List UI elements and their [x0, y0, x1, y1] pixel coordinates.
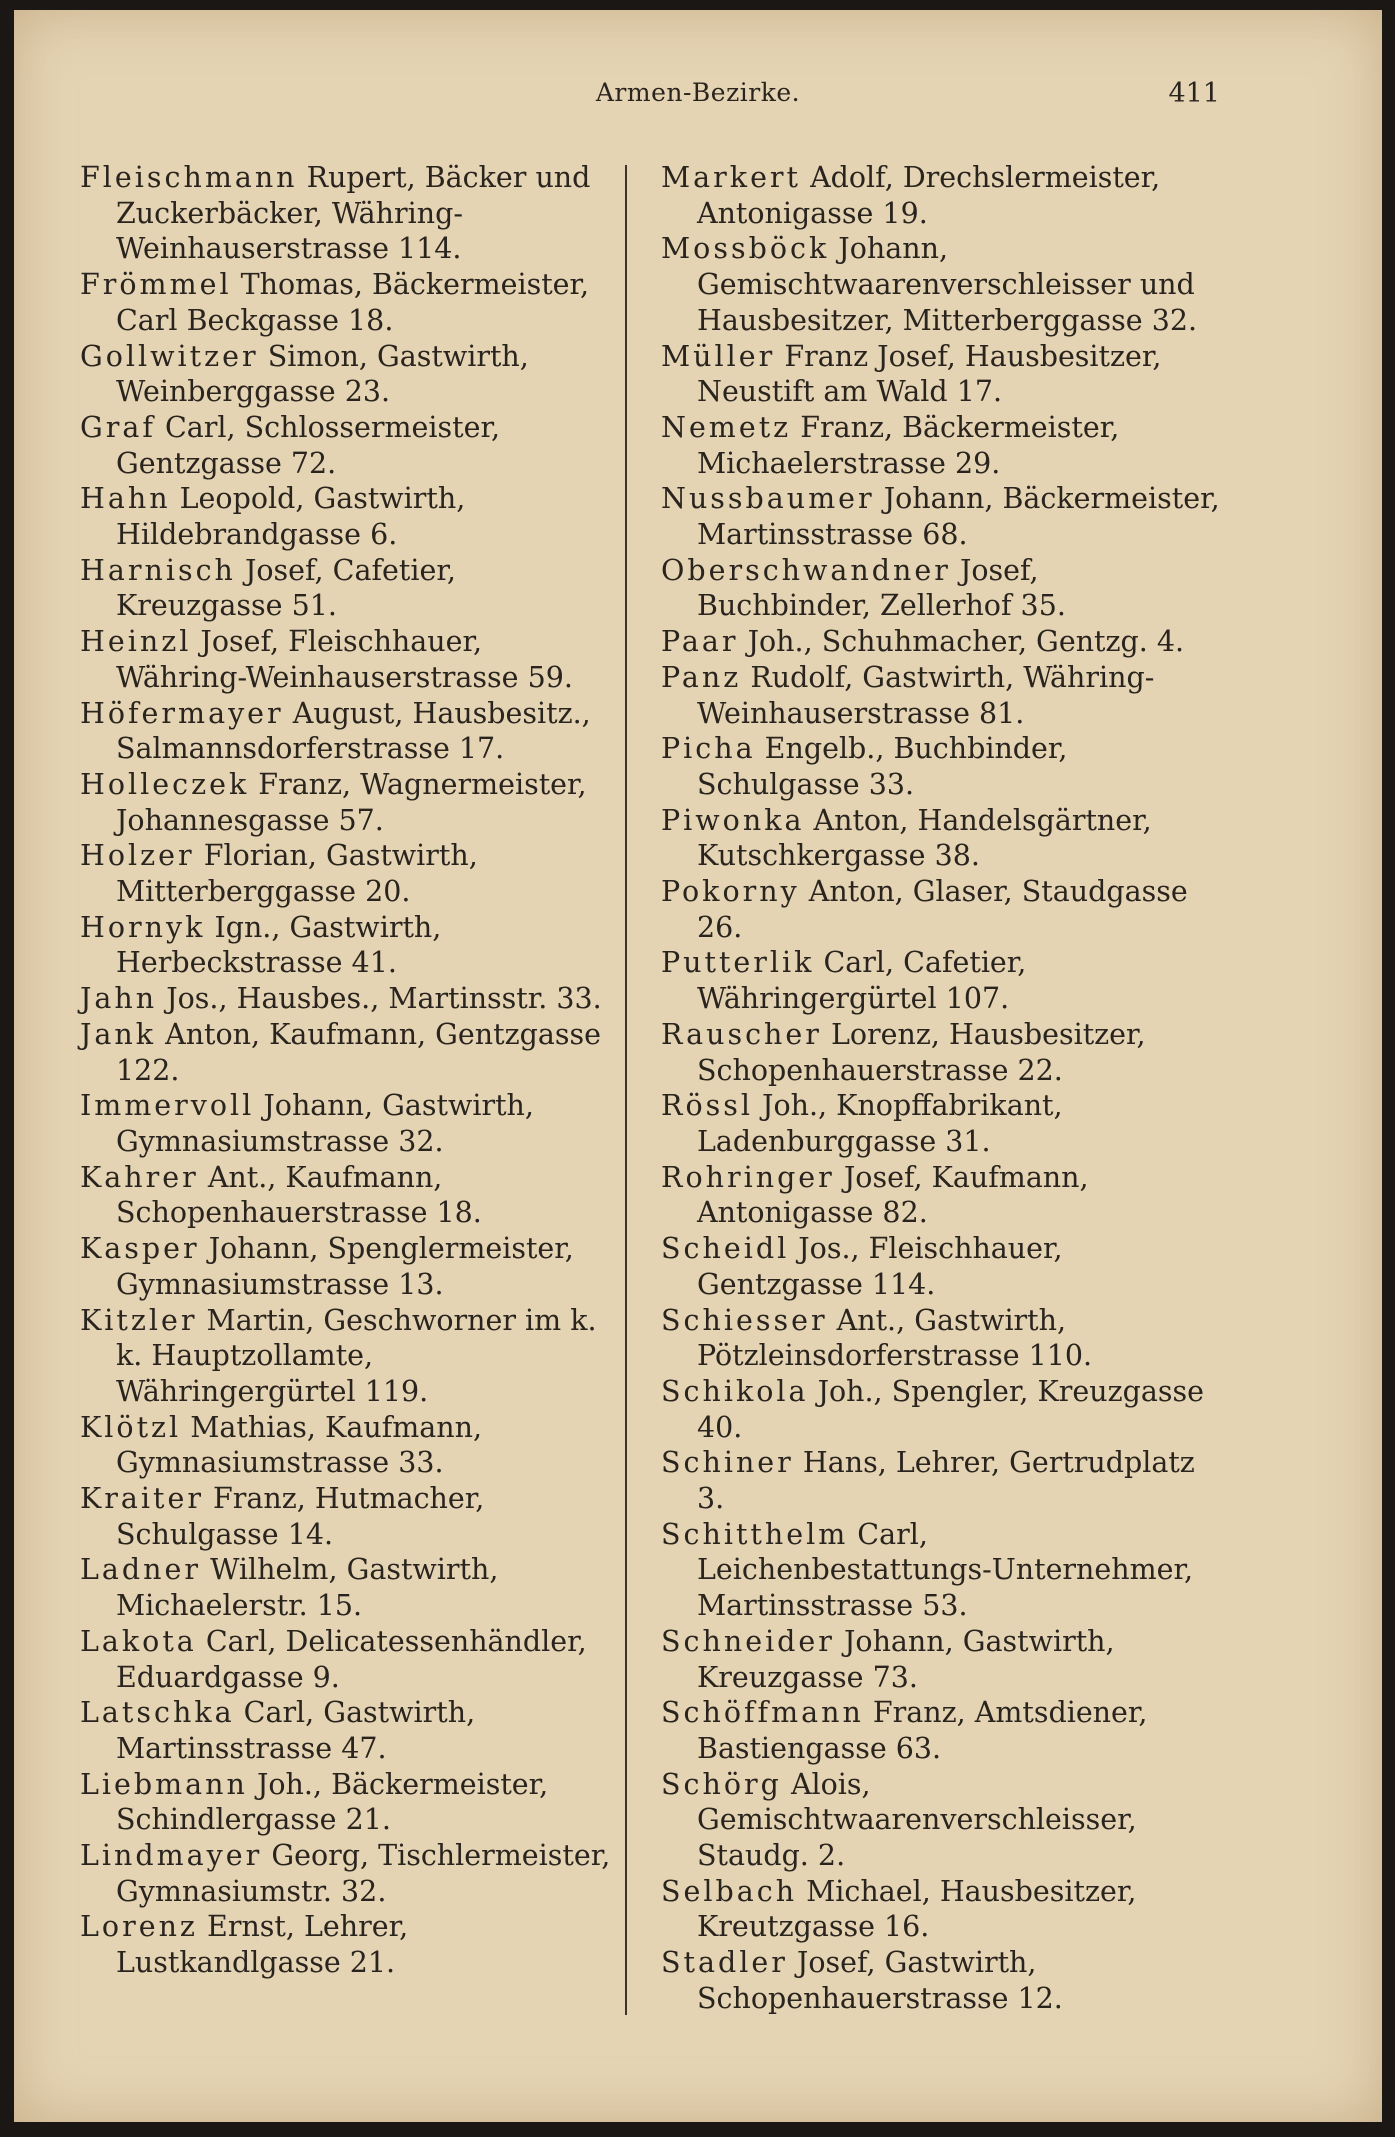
directory-entry [661, 660, 1221, 731]
page [14, 10, 1382, 2122]
directory-entry [661, 1517, 1221, 1624]
entry-surname: Schikola [661, 1374, 809, 1408]
entry-surname: Harnisch [80, 553, 236, 587]
entry-surname: Fleischmann [80, 161, 298, 194]
entry-surname: Schneider [661, 1624, 835, 1658]
directory-entry [80, 1410, 620, 1481]
page-header [14, 78, 1382, 118]
directory-entry [80, 767, 620, 838]
entry-surname: Höfermayer [80, 696, 284, 730]
entry-surname: Latschka [80, 1696, 235, 1730]
entry-details: Mathias, Kaufmann, Gymnasiumstrasse 33. [116, 1410, 483, 1480]
entry-surname: Selbach [661, 1874, 798, 1908]
entry-surname: Stadler [661, 1946, 788, 1980]
entry-surname: Frömmel [80, 268, 232, 302]
directory-entry [661, 624, 1221, 660]
directory-entry [80, 1838, 620, 1909]
entry-details: Carl, Gastwirth, Martinsstrasse 47. [116, 1696, 476, 1765]
directory-entry [661, 410, 1221, 481]
entry-surname: Rauscher [661, 1017, 822, 1051]
directory-entry [661, 1624, 1221, 1695]
entry-details: Ign., Gastwirth, Herbeckstrasse 41. [116, 910, 442, 980]
entry-surname: Markert [661, 161, 802, 194]
entry-surname: Putterlik [661, 946, 815, 980]
entry-details: Georg, Tischlermeister, Gymnasiumstr. 32. [116, 1839, 611, 1908]
entry-surname: Paar [661, 625, 739, 659]
directory-entry [80, 160, 620, 267]
entry-surname: Jank [80, 1017, 157, 1051]
directory-entry [80, 1231, 620, 1302]
entry-details: Joh., Bäckermeister, Schindlergasse 21. [116, 1767, 549, 1837]
directory-entry [80, 1160, 620, 1231]
entry-details: Anton, Glaser, Staudgasse 26. [697, 875, 1188, 944]
directory-entry [80, 267, 620, 338]
entry-surname: Ladner [80, 1553, 202, 1587]
entry-surname: Heinzl [80, 625, 192, 659]
entry-details: Carl, Leichenbestattungs-Unternehmer, Martinsstrasse 53. [697, 1517, 1194, 1623]
directory-entry [661, 874, 1221, 945]
directory-entry [661, 1945, 1221, 2016]
entry-surname: Kahrer [80, 1160, 199, 1194]
directory-entry [661, 160, 1221, 231]
directory-entry [80, 981, 620, 1017]
directory-entry [661, 945, 1221, 1016]
entry-details: August, Hausbesitz., Salmannsdorferstrasse 17. [116, 696, 591, 766]
entry-details: Adolf, Drechslermeister, Antonigasse 19. [697, 161, 1161, 230]
directory-entry [80, 1909, 620, 1980]
entry-details: Thomas, Bäckermeister, Carl Beckgasse 18. [116, 268, 590, 337]
entry-details: Rupert, Bäcker und Zuckerbäcker, Währing-Weinhauserstrasse 114. [116, 161, 591, 266]
entry-details: Johann, Gastwirth, Kreuzgasse 73. [697, 1624, 1115, 1694]
directory-entry [661, 1160, 1221, 1231]
entry-surname: Nussbaumer [661, 482, 875, 516]
entry-surname: Kitzler [80, 1303, 198, 1337]
entry-surname: Schörg [661, 1767, 782, 1801]
entry-surname: Müller [661, 339, 776, 373]
directory-entry [80, 410, 620, 481]
entry-surname: Lorenz [80, 1910, 198, 1944]
entry-surname: Jahn [80, 982, 158, 1016]
directory-entry [80, 910, 620, 981]
entry-surname: Schitthelm [661, 1517, 849, 1551]
entry-details: Franz, Bäckermeister, Michaelerstrasse 29. [697, 410, 1120, 480]
entry-surname: Lindmayer [80, 1839, 263, 1873]
entry-details: Carl, Delicatessenhändler, Eduardgasse 9. [116, 1624, 587, 1694]
entry-surname: Picha [661, 732, 756, 766]
entry-surname: Rohringer [661, 1160, 835, 1194]
running-title: Armen-Bezirke. [595, 78, 801, 107]
entry-surname: Hornyk [80, 910, 206, 944]
entry-details: Josef, Fleischhauer, Währing-Weinhauserstrasse 59. [116, 625, 573, 694]
entry-details: Joh., Knopffabrikant, Ladenburggasse 31. [697, 1089, 1063, 1158]
entry-details: Anton, Kaufmann, Gentzgasse 122. [116, 1017, 601, 1087]
directory-entry [80, 1695, 620, 1766]
directory-entry [80, 1481, 620, 1552]
entry-details: Florian, Gastwirth, Mitterberggasse 20. [116, 839, 478, 909]
entry-surname: Klötzl [80, 1410, 182, 1444]
entry-surname: Schöffmann [661, 1696, 864, 1730]
entry-details: Alois, Gemischtwaarenverschleisser, Staudg. 2. [697, 1767, 1137, 1873]
entry-surname: Lakota [80, 1624, 197, 1658]
directory-entry [661, 1303, 1221, 1374]
page-number: 411 [1168, 78, 1220, 109]
directory-entry [661, 731, 1221, 802]
entry-details: Wilhelm, Gastwirth, Michaelerstr. 15. [116, 1553, 499, 1623]
entry-surname: Panz [661, 660, 742, 694]
left-column [80, 160, 620, 1981]
directory-entry [661, 803, 1221, 874]
directory-entry [80, 1017, 620, 1088]
directory-entry [80, 1303, 620, 1410]
directory-entry [80, 696, 620, 767]
directory-entry [661, 1231, 1221, 1302]
entry-surname: Holleczek [80, 767, 250, 801]
directory-entry [80, 339, 620, 410]
column-divider [625, 165, 627, 2015]
directory-entry [661, 1374, 1221, 1445]
directory-entry [661, 1088, 1221, 1159]
entry-details: Carl, Schlossermeister, Gentzgasse 72. [116, 410, 501, 480]
entry-surname: Scheidl [661, 1232, 790, 1266]
directory-entry [661, 231, 1221, 338]
entry-details: Johann, Spenglermeister, Gymnasiumstrasse 13. [116, 1232, 574, 1301]
entry-surname: Graf [80, 410, 156, 444]
entry-details: Josef, Cafetier, Kreuzgasse 51. [116, 553, 456, 623]
directory-entry [80, 1088, 620, 1159]
entry-surname: Holzer [80, 839, 195, 873]
entry-details: Jos., Fleischhauer, Gentzgasse 114. [697, 1232, 1063, 1301]
directory-entry [80, 1624, 620, 1695]
directory-entry [80, 481, 620, 552]
entry-surname: Rössl [661, 1089, 753, 1123]
entry-surname: Schiner [661, 1446, 794, 1480]
entry-details: Engelb., Buchbinder, Schulgasse 33. [697, 732, 1068, 801]
entry-details: Ant., Gastwirth, Pötzleinsdorferstrasse 110. [697, 1303, 1093, 1373]
entry-surname: Gollwitzer [80, 339, 259, 373]
entry-surname: Mossböck [661, 232, 830, 266]
entry-details: Josef, Kaufmann, Antonigasse 82. [697, 1160, 1089, 1230]
directory-entry [80, 838, 620, 909]
entry-surname: Kraiter [80, 1482, 204, 1516]
entry-details: Jos., Hausbes., Martinsstr. 33. [166, 982, 602, 1016]
entry-details: Leopold, Gastwirth, Hildebrandgasse 6. [116, 482, 466, 552]
entry-surname: Pokorny [661, 875, 800, 909]
entry-details: Joh., Schuhmacher, Gentzg. 4. [747, 625, 1185, 659]
entry-details: Carl, Cafetier, Währingergürtel 107. [697, 946, 1027, 1016]
entry-details: Franz Josef, Hausbesitzer, Neustift am Wald 17. [697, 339, 1162, 409]
directory-entry [661, 339, 1221, 410]
entry-details: Johann, Bäckermeister, Martinsstrasse 68. [697, 482, 1220, 552]
entry-surname: Liebmann [80, 1767, 248, 1801]
entry-details: Martin, Geschworner im k. k. Hauptzollamte, Währingergürtel 119. [116, 1303, 597, 1408]
entry-details: Franz, Wagnermeister, Johannesgasse 57. [116, 767, 587, 837]
directory-entry [661, 553, 1221, 624]
entry-details: Joh., Spengler, Kreuzgasse 40. [697, 1374, 1205, 1444]
entry-details: Franz, Amtsdiener, Bastiengasse 63. [697, 1696, 1148, 1765]
entry-details: Ernst, Lehrer, Lustkandlgasse 21. [116, 1910, 409, 1980]
directory-entry [661, 1695, 1221, 1766]
directory-entry [661, 1874, 1221, 1945]
entry-details: Simon, Gastwirth, Weinberggasse 23. [116, 339, 529, 409]
entry-details: Michael, Hausbesitzer, Kreutzgasse 16. [697, 1874, 1137, 1944]
right-column [661, 160, 1221, 2017]
entry-details: Josef, Buchbinder, Zellerhof 35. [697, 553, 1066, 623]
entry-details: Johann, Gastwirth, Gymnasiumstrasse 32. [116, 1089, 534, 1158]
directory-entry [80, 553, 620, 624]
entry-details: Rudolf, Gastwirth, Währing-Weinhauserstrasse 81. [697, 660, 1155, 730]
directory-entry [80, 1767, 620, 1838]
entry-surname: Schiesser [661, 1303, 828, 1337]
directory-entry [661, 1017, 1221, 1088]
entry-details: Hans, Lehrer, Gertrudplatz 3. [697, 1446, 1195, 1516]
entry-details: Johann, Gemischtwaarenverschleisser und Hausbesitzer, Mitterberggasse 32. [697, 232, 1198, 337]
entry-details: Franz, Hutmacher, Schulgasse 14. [116, 1482, 485, 1551]
entry-surname: Immervoll [80, 1089, 255, 1123]
entry-details: Lorenz, Hausbesitzer, Schopenhauerstrasse 22. [697, 1017, 1146, 1087]
directory-entry [661, 1767, 1221, 1874]
entry-details: Anton, Handelsgärtner, Kutschkergasse 38. [697, 803, 1152, 873]
directory-entry [661, 1445, 1221, 1516]
entry-surname: Nemetz [661, 410, 792, 444]
entry-surname: Piwonka [661, 803, 805, 837]
entry-details: Josef, Gastwirth, Schopenhauerstrasse 12. [697, 1946, 1063, 2015]
directory-entry [661, 481, 1221, 552]
entry-surname: Oberschwandner [661, 553, 951, 587]
directory-entry [80, 624, 620, 695]
entry-surname: Hahn [80, 482, 171, 516]
entry-surname: Kasper [80, 1232, 200, 1266]
directory-entry [80, 1552, 620, 1623]
entry-details: Ant., Kaufmann, Schopenhauerstrasse 18. [116, 1160, 482, 1230]
